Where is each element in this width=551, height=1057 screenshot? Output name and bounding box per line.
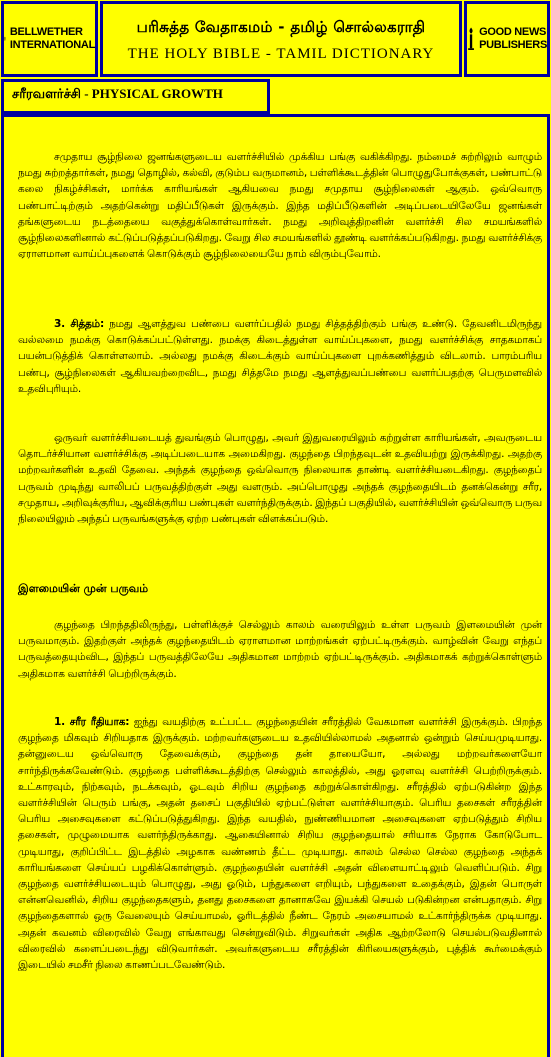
paragraph-lead-will: 3. சித்தம்: (54, 318, 104, 330)
paragraph-will-text: நமது ஆளத்துவ பண்பை வளர்ப்பதில் நமது சித்தத்திற்கும் பங்கு உண்டு. தேவனிடமிருந்து வல்லமை நமக்கு கொடுக்கப்பட்டுள்ளது. நமக்கு கிடைத்துள்ள வாய்ப்புகளை, நமது வளர்ச்சிக்கு சாதகமாகப் பயன்படுத்திக் கொள்ளலாம். அல்லது நமக்கு கிடைக்கும் வாய்ப்புகளை புறக்கணித்தும் விடலாம். பாரம்பரிய பண்பு, சூழ்நிலைகள் ஆகியவற்றைவிட, நமது சித்தமே நமது ஆளத்துவப்பண்பை வளர்ப்பதற்கு பெருமளவில் உதவிபுரியும். (18, 318, 542, 395)
left-logo-line2: INTERNATIONAL (9, 39, 95, 51)
paragraph-will (18, 316, 542, 397)
left-logo-line1: BELLWETHER (9, 26, 83, 38)
lamp-torch-icon (467, 17, 475, 61)
paragraph-growth-stages: ஒருவர் வளர்ச்சியடையத் துவங்கும் பொழுது, அவர் இதுவரையிலும் கற்றுள்ள காரியங்கள், அவருடைய தொடர்ச்சியான வளர்ச்சிக்கு அடிப்படையாக அமைகிறது. குழந்தை பிறந்தவுடன் உதவியற்று இருக்கிறது. அதற்கு மற்றவர்களின் உதவி தேவை. அந்தக் குழந்தை ஒவ்வொரு நிலையாக தாண்டி வளர்ச்சியடைகிறது. குழந்தைப் பருவம் முடிந்து வாலிபப் பருவத்திற்குள் அது வளரும். அப்பொழுது அந்தக் குழந்தையிடம் தனக்கென்று சரீர, சமுதாய, அறிவுக்குரிய, ஆவிக்குரிய பண்புகள் வளர்ந்திருக்கும். இந்தப் பகுதியில், வளர்ச்சியின் ஒவ்வொரு பருவ நிலையிலும் அந்தப் பருவங்களுக்கு ஏற்ற பண்புகள் விளக்கப்படும். (18, 432, 542, 526)
header-title-box (100, 1, 462, 77)
title-tamil: பரிசுத்த வேதாகமம் - தமிழ் சொல்லகராதி (136, 18, 426, 36)
section-title-box (1, 79, 270, 114)
heading-early-childhood: இளமையின் முன் பருவம் (18, 582, 149, 595)
paragraph-early-childhood: குழந்தை பிறந்ததிலிருந்து, பள்ளிக்குச் செல்லும் காலம் வரையிலும் உள்ள பருவம் இளமையின் முன் பருவமாகும். இதற்குள் அந்தக் குழந்தையிடம் ஏராளமான மாற்றங்கள் ஏற்பட்டிருக்கும். வாழ்வின் வேறு எந்தப் பருவத்தையும்விட, இந்தப் பருவத்திலேயே அதிகமான மாற்றம் ஏற்பட்டிருக்கும். அதிகமாகக் கற்றுக்கொள்ளும் அதிகமாக வளர்ச்சி பெற்றிருக்கும். (18, 619, 542, 680)
bellwether-logo (1, 1, 98, 77)
right-logo-line1: GOOD NEWS (479, 26, 547, 38)
paragraph-social-environment: சமுதாய சூழ்நிலை ஜனங்களுடைய வளர்ச்சியில் முக்கிய பங்கு வகிக்கிறது. நம்மைச் சுற்றிலும் வாழும் நமது சுற்றத்தார்கள், நமது தொழில், கல்வி, குடும்ப வருமானம், பள்ளிக்கூடத்தின் பொழுதுபோக்குகள், பண்பாட்டு கலை நிகழ்ச்சிகள், மார்க்க காரியங்கள் ஆகியவை நமது சமுதாய சூழ்நிலைகள் ஆகும். ஒவ்வொரு பண்பாட்டிற்கும் அதற்கென்று மதிப்பீடுகள் இருக்கும். இந்த மதிப்பீடுகளின் அடிப்படையிலேயே ஜனங்கள் தங்களுடைய நடத்தையை வகுத்துக்கொள்வார்கள். நமது அறிவுத்திறனின் வளர்ச்சி சில சமயங்களில் சூழ்நிலைகளினால் கட்டுப்படுத்தப்படுகிறது. வேறு சில சமயங்களில் தூண்டி வளர்க்கப்படுகிறது. நமது வளர்ச்சிக்கு ஏராளமான வாய்ப்புகளைக் கொடுக்கும் சூழ்நிலையையே நாம் விரும்புவோம். (18, 151, 542, 261)
good-news-logo (464, 1, 550, 77)
paragraph-lead-physical: 1. சரீர ரீதியாக: (54, 716, 130, 728)
right-logo-line2: PUBLISHERS (479, 39, 547, 51)
content-area (1, 114, 550, 1057)
title-english: THE HOLY BIBLE - TAMIL DICTIONARY (127, 46, 435, 62)
section-title: சரீரவளர்ச்சி - PHYSICAL GROWTH (12, 86, 223, 101)
paragraph-physical (18, 714, 542, 973)
pen-quill-icon (4, 17, 6, 61)
paragraph-physical-text: ஐந்து வயதிற்கு உட்பட்ட குழந்தையின் சரீரத்தில் வேகமான வளர்ச்சி இருக்கும். பிறந்த குழந்தை மிகவும் சிறியதாக இருக்கும். மற்றவர்களுடைய உதவியில்லாமல் அதனால் ஒன்றும் செய்யமுடியாது. தன்னுடைய ஒவ்வொரு தேவைக்கும், குழந்தை தன் தாயையோ, அல்லது மற்றவர்களையோ சார்ந்திருக்கவேண்டும். குழந்தை பள்ளிக்கூடத்திற்கு செல்லும் காலத்தில், அது ஓரளவு வளர்ச்சி பெற்றிருக்கும். உட்காரவும், நிற்கவும், நடக்கவும், ஓடவும் சிறிய குழந்தை கற்றுக்கொள்கிறது. சரீரத்தில் ஏற்படுகின்ற இந்த வளர்ச்சியின் பெரும் பங்கு, அதன் தசைப் பகுதியில் ஏற்பட்டுள்ள வளர்ச்சியாகும். பெரிய தசைகள் சரீரத்தின் பெரிய அசைவுகளை கட்டுப்படுத்துகிறது. இந்த வயதில், நுண்ணியமான அசைவுகளை ஏற்படுத்தும் சிறிய தசைகள், முழுமையாக வளர்ந்திருக்காது. ஆகையினால் சிறிய குழந்தையால் சரியாக நேராக கோடுபோட முடியாது, குறிப்பிட்ட இடத்தில் அழகாக வண்ணம் தீட்ட முடியாது. காலம் செல்ல செல்ல குழந்தை அந்தக் காரியங்களை செய்யப் பழகிக்கொள்ளும். குழந்தையின் வளர்ச்சி அதன் விளையாட்டிலும் வெளிப்படும். சிறு குழந்தை வளர்ச்சியடையும் பொழுது, அது ஓடும், பந்துகளை எறியும், பந்துகளை உதைக்கும், இதன் பொருள் என்னவெனில், சிறிய குழந்தைகளும், தனது தசைகளை தானாகவே இயக்கி செயல் படுகின்றன என்பதாகும். சிறு குழந்தைகளால் ஒரு வேலையும் செய்யாமல், ஓரிடத்தில் நீண்ட நேரம் அசையாமல் உட்கார்ந்திருக்க முடியாது. அதன் கவனம் விரைவில் வேறு எங்காவது சென்றுவிடும். சிறுவர்கள் அதிக ஆற்றலோடு செயல்படுவதினால் விரைவில் களைப்படைந்து விடுவார்கள். அவர்களுடைய சரீரத்தின் கிரியைகளுக்கும், புத்திக் கூர்மைக்கும் இடையில் சமசீர் நிலை காணப்படவேண்டும். (18, 716, 542, 972)
